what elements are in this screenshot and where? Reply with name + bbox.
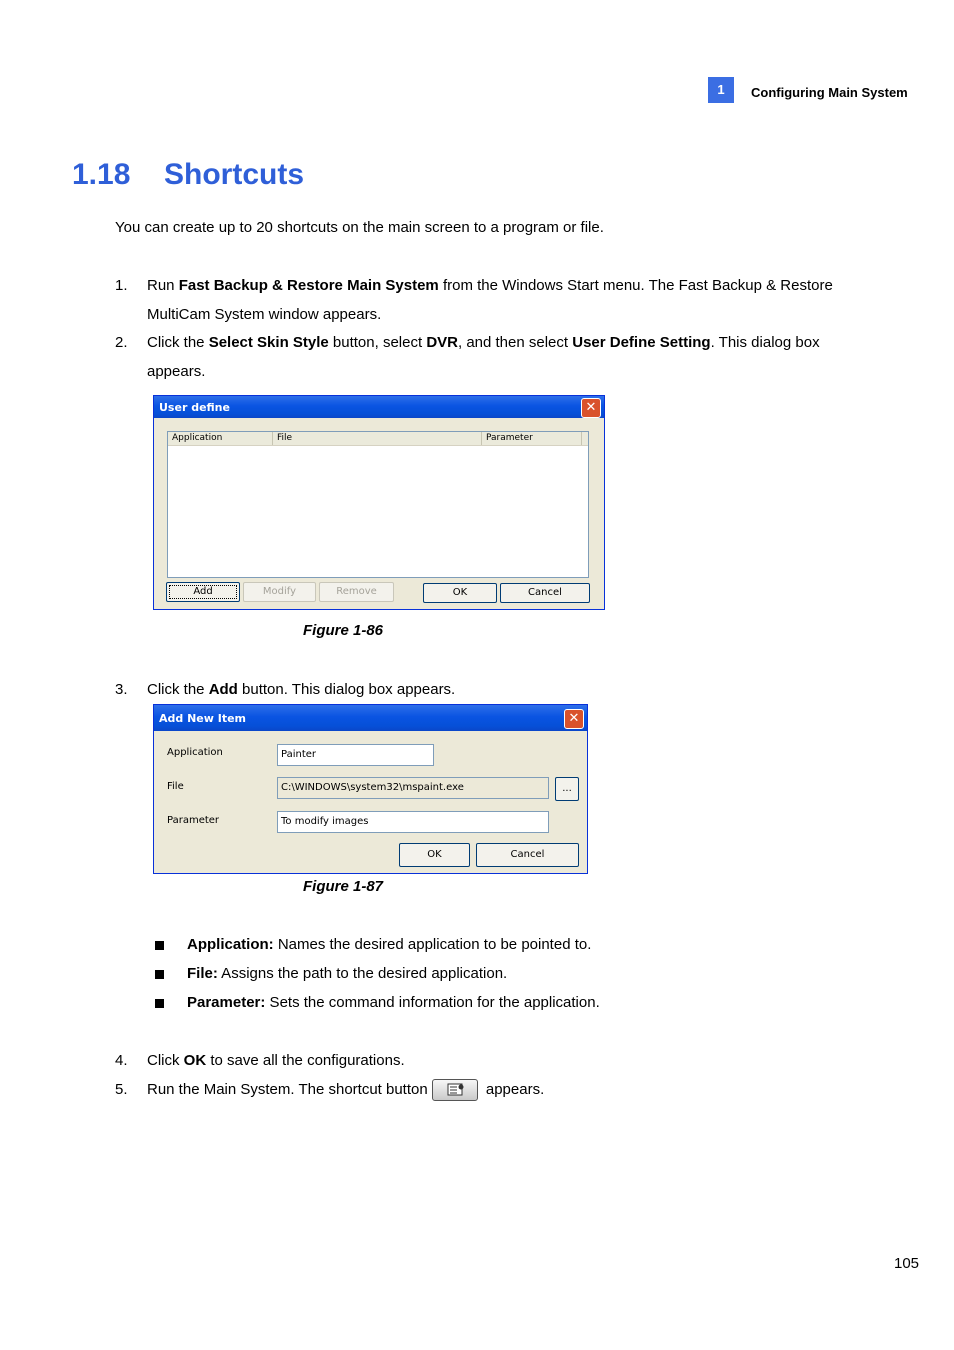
step-text: Click the Add button. This dialog box appears. [147, 681, 456, 698]
column-header-application[interactable]: Application [168, 432, 273, 445]
add-new-item-dialog [153, 704, 588, 874]
step-number: 2. [115, 334, 128, 351]
column-header-parameter[interactable]: Parameter [482, 432, 582, 445]
remove-button[interactable]: Remove [319, 582, 394, 602]
step-text: Click OK to save all the configurations. [147, 1052, 405, 1069]
bullet-square-icon [155, 941, 164, 950]
dialog-title: Add New Item [159, 712, 247, 725]
step-number: 4. [115, 1052, 128, 1069]
list-header [168, 432, 588, 446]
step-3 [115, 675, 855, 704]
close-icon[interactable]: ✕ [581, 398, 601, 418]
modify-button[interactable]: Modify [243, 582, 316, 602]
chapter-title: Configuring Main System [751, 85, 908, 100]
application-label: Application [167, 747, 223, 758]
chapter-number-badge: 1 [708, 77, 734, 103]
figure-caption: Figure 1-87 [303, 878, 384, 895]
figure-caption: Figure 1-86 [303, 622, 384, 639]
step-number: 5. [115, 1081, 128, 1098]
step-2 [115, 328, 855, 386]
add-button[interactable]: Add [166, 582, 240, 602]
cancel-button[interactable]: Cancel [500, 583, 590, 603]
step-number: 1. [115, 277, 128, 294]
page-number: 105 [894, 1255, 920, 1272]
ok-button[interactable]: OK [423, 583, 497, 603]
browse-button[interactable]: ... [555, 777, 579, 801]
bullet-square-icon [155, 999, 164, 1008]
section-heading [72, 158, 304, 192]
step-5 [115, 1075, 855, 1104]
section-title: Shortcuts [164, 158, 305, 191]
ok-button[interactable]: OK [399, 843, 470, 867]
step-text: Run the Main System. The shortcut button appears. [147, 1075, 855, 1104]
dialog-titlebar [154, 396, 604, 418]
step-4 [115, 1046, 855, 1075]
column-header-file[interactable]: File [273, 432, 482, 445]
file-label: File [167, 781, 184, 792]
section-number: 1.18 [72, 158, 131, 191]
step-text: Run Fast Backup & Restore Main System from the Windows Start menu. The Fast Backup & Restore MultiCam System window appears. [147, 277, 833, 323]
cancel-button[interactable]: Cancel [476, 843, 579, 867]
dialog-titlebar [154, 705, 587, 731]
parameter-field[interactable]: To modify images [277, 811, 549, 833]
bullet-square-icon [155, 970, 164, 979]
parameter-label: Parameter [167, 815, 220, 826]
shortcut-button-icon [432, 1079, 478, 1101]
intro-paragraph: You can create up to 20 shortcuts on the main screen to a program or file. [115, 219, 604, 236]
dialog-title: User define [159, 401, 230, 414]
file-field[interactable]: C:\WINDOWS\system32\mspaint.exe [277, 777, 549, 799]
application-field[interactable]: Painter [277, 744, 434, 766]
step-1 [115, 271, 855, 329]
step-number: 3. [115, 681, 128, 698]
shortcut-list[interactable] [167, 431, 589, 578]
user-define-dialog [153, 395, 605, 610]
step-text: Click the Select Skin Style button, select DVR, and then select User Define Setting. This dialog box appears. [147, 334, 820, 380]
close-icon[interactable]: ✕ [564, 709, 584, 729]
